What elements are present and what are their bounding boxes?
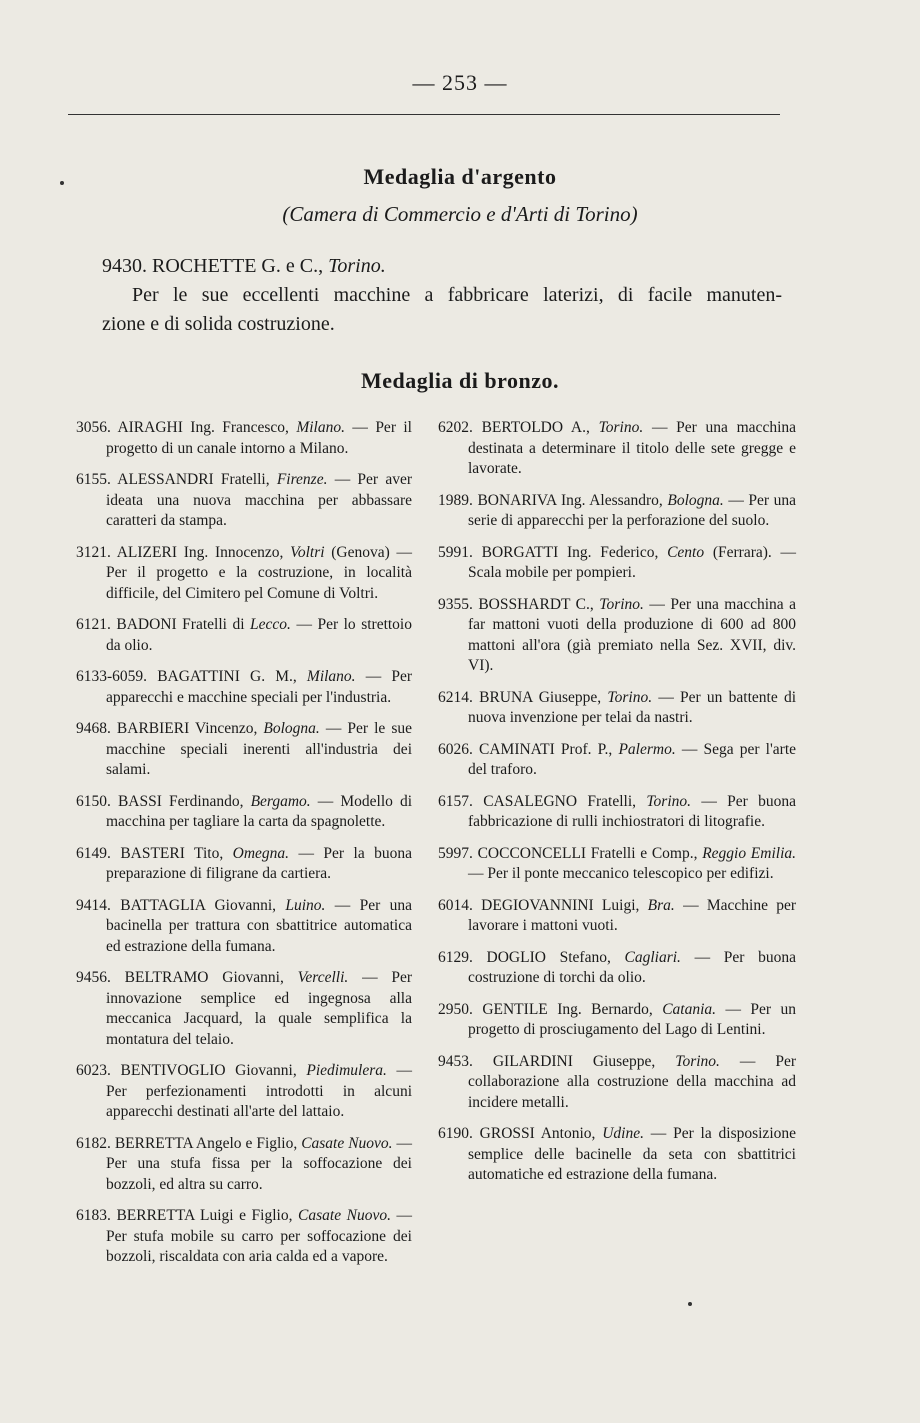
entry-number: 6129.: [438, 948, 473, 966]
entry-description: — Per un progetto di prosciugamento del Lago di Lentini.: [468, 1000, 797, 1038]
page-number: — 253 —: [412, 70, 508, 95]
entry-number: 5991.: [438, 543, 473, 561]
entry-description: — Per una bacinella per trattura con sbattitrice automatica ed estrazione della fumana.: [106, 896, 413, 955]
entry-name: BARBIERI Vincenzo,: [116, 720, 258, 737]
entry-number: 6202.: [438, 419, 473, 436]
entry-number: 6157.: [438, 792, 473, 810]
entry-place: Bologna.: [263, 720, 320, 737]
entry-name: BOSSHARDT C.,: [478, 595, 594, 613]
entry-number: 6155.: [76, 471, 111, 488]
award-entry: [76, 1134, 412, 1196]
entry-description: — Per una macchina destinata a determinare il titolo delle sete gregge e lavorate.: [468, 419, 797, 477]
entry-number: 6190.: [438, 1125, 473, 1142]
award-entry: [438, 948, 796, 989]
entry-place: Catania.: [662, 1000, 717, 1018]
award-entry: [76, 1061, 412, 1123]
entry-number: 9456.: [76, 969, 111, 986]
entry-number: 6133-6059.: [76, 668, 148, 685]
entry-place: Torino.: [675, 1052, 720, 1070]
entry-name: ROCHETTE G. e C.,: [152, 255, 324, 277]
entry-name: COCCONCELLI Fratelli e Comp.,: [477, 844, 698, 862]
silver-entry: [102, 252, 782, 339]
entry-number: 6182.: [76, 1134, 111, 1152]
entry-name: GROSSI Antonio,: [479, 1125, 596, 1142]
entry-number: 2950.: [438, 1000, 473, 1018]
entry-name: CAMINATI Prof. P.,: [479, 740, 613, 758]
entry-description: — Per una serie di apparecchi per la perforazione del suolo.: [468, 491, 797, 529]
entry-description: — Per il progetto di un canale intorno a Milano.: [106, 419, 412, 457]
entry-name: BORGATTI Ing. Federico,: [481, 543, 659, 561]
award-entry: [76, 418, 412, 459]
award-entry: [438, 792, 796, 833]
entry-description: — Per aver ideata una nuova macchina per abbassare caratteri da stampa.: [106, 471, 412, 529]
entry-description: — Per una macchina a far mattoni vuoti della produzione di 600 ad 800 mattoni all'ora (già premiato nella Sez. XVII, div. VI).: [468, 595, 797, 674]
entry-description: — Per le sue macchine speciali inerenti all'industria dei salami.: [106, 720, 412, 778]
award-entry: [76, 667, 412, 708]
entry-number: 6183.: [76, 1207, 111, 1224]
award-entry: [76, 792, 412, 833]
award-entry: [76, 844, 412, 885]
entry-place: Torino.: [598, 419, 644, 436]
entry-name: BERRETTA Luigi e Figlio,: [116, 1207, 293, 1224]
entry-description: — Per apparecchi e macchine speciali per l'industria.: [106, 668, 413, 706]
entry-place: Torino.: [646, 792, 692, 810]
entry-name: GENTILE Ing. Bernardo,: [482, 1000, 653, 1018]
entry-name: CASALEGNO Fratelli,: [483, 792, 637, 810]
entry-place: Piedimulera.: [306, 1062, 387, 1079]
award-entry: [76, 1206, 412, 1268]
entry-text-line-1: Per le sue eccellenti macchine a fabbricare laterizi, di facile manuten-: [132, 284, 782, 306]
entry-description: — Sega per l'arte del traforo.: [468, 740, 797, 778]
entry-description: — Per buona fabbricazione di rulli inchiostratori di litografie.: [468, 792, 797, 830]
silver-medal-heading: Medaglia d'argento: [363, 164, 557, 189]
entry-name: DEGIOVANNINI Luigi,: [481, 896, 640, 914]
award-entry: [76, 896, 412, 958]
entry-place: Torino.: [607, 688, 653, 706]
award-entry: [76, 543, 412, 605]
entry-number: 6121.: [76, 616, 111, 633]
entry-description: — Per perfezionamenti introdotti in alcuni apparecchi destinati all'arte del lattaio.: [106, 1062, 413, 1120]
bronze-left-column: [76, 418, 412, 1279]
silver-medal-subheading: (Camera di Commercio e d'Arti di Torino): [282, 202, 638, 226]
entry-number: 5997.: [438, 844, 473, 862]
entry-number: 9430.: [102, 255, 147, 277]
entry-number: 9414.: [76, 896, 111, 914]
entry-place: Bergamo.: [250, 792, 311, 810]
award-entry: [76, 719, 412, 781]
entry-number: 9355.: [438, 595, 473, 613]
entry-description: — Per stufa mobile su carro per soffocazione dei bozzoli, riscaldata con aria calda ed a vapore.: [106, 1207, 413, 1265]
entry-description: (Genova) — Per il progetto e la costruzione, in località difficile, del Cimitero pel Comune di Voltri.: [106, 543, 413, 602]
entry-name: GILARDINI Giuseppe,: [492, 1052, 656, 1070]
entry-number: 6014.: [438, 896, 473, 914]
entry-name: BASTERI Tito,: [120, 844, 224, 862]
award-entry: [438, 896, 796, 937]
award-entry: [438, 1052, 796, 1114]
entry-number: 6150.: [76, 792, 111, 810]
award-entry: [438, 844, 796, 885]
entry-description: — Modello di macchina per tagliare la carta da spagnolette.: [106, 792, 413, 830]
award-entry: [438, 1124, 796, 1186]
award-entry: [438, 543, 796, 584]
entry-place: Milano.: [306, 668, 356, 685]
entry-name: BENTIVOGLIO Giovanni,: [120, 1062, 297, 1079]
entry-place: Milano.: [296, 419, 345, 436]
award-entry: [438, 418, 796, 480]
entry-place: Bologna.: [667, 491, 724, 509]
entry-name: ALIZERI Ing. Innocenzo,: [116, 543, 284, 561]
entry-place: Lecco.: [250, 616, 291, 633]
entry-description: — Per un battente di nuova invenzione per telai da nastri.: [468, 688, 797, 726]
entry-number: 3121.: [76, 543, 111, 561]
award-entry: [76, 968, 412, 1050]
entry-description: — Per il ponte meccanico telescopico per edifizi.: [468, 865, 774, 882]
entry-place: Omegna.: [232, 844, 290, 862]
award-entry: [438, 491, 796, 532]
entry-name: BAGATTINI G. M.,: [157, 668, 297, 685]
entry-name: BATTAGLIA Giovanni,: [120, 896, 277, 914]
entry-place: Bra.: [647, 896, 675, 914]
entry-name: ALESSANDRI Fratelli,: [117, 471, 270, 488]
entry-place: Firenze.: [276, 471, 328, 488]
entry-place: Voltri: [290, 543, 325, 561]
award-entry: [438, 1000, 796, 1041]
entry-place: Casate Nuovo.: [301, 1134, 393, 1152]
award-entry: [438, 595, 796, 677]
entry-name: BRUNA Giuseppe,: [479, 688, 602, 706]
entry-number: 1989.: [438, 491, 473, 509]
entry-number: 3056.: [76, 419, 111, 436]
entry-place: Reggio Emilia.: [702, 844, 796, 862]
entry-name: AIRAGHI Ing. Francesco,: [117, 419, 289, 436]
entry-place: Cagliari.: [624, 948, 681, 966]
entry-text-line-2: zione e di solida costruzione.: [102, 313, 335, 335]
entry-place: Udine.: [602, 1125, 644, 1142]
entry-place: Palermo.: [618, 740, 676, 758]
bronze-medal-heading: Medaglia di bronzo.: [361, 368, 559, 393]
entry-place: Torino.: [328, 255, 386, 277]
entry-place: Torino.: [599, 595, 644, 613]
speck-mark: [688, 1302, 692, 1306]
award-entry: [76, 470, 412, 532]
speck-mark: [60, 181, 64, 185]
entry-description: — Per collaborazione alla costruzione della macchina ad incidere metalli.: [468, 1052, 797, 1111]
award-entry: [438, 688, 796, 729]
entry-number: 6026.: [438, 740, 473, 758]
entry-name: BELTRAMO Giovanni,: [124, 969, 284, 986]
entry-place: Luino.: [285, 896, 326, 914]
entry-place: Vercelli.: [297, 969, 349, 986]
award-entry: [76, 615, 412, 656]
entry-name: BONARIVA Ing. Alessandro,: [477, 491, 663, 509]
entry-number: 6149.: [76, 844, 111, 862]
entry-name: DOGLIO Stefano,: [486, 948, 611, 966]
entry-description: — Per la disposizione semplice delle bacinelle da seta con sbattitrici automatiche ed estrazione della fumana.: [468, 1125, 796, 1183]
entry-description: — Per innovazione semplice ed ingegnosa alla meccanica Jacquard, la quale semplifica la montatura del telaio.: [106, 969, 413, 1048]
entry-number: 6023.: [76, 1062, 111, 1079]
entry-name: BASSI Ferdinando,: [117, 792, 244, 810]
header-rule: [68, 114, 780, 115]
entry-description: (Ferrara). — Scala mobile per pompieri.: [468, 543, 797, 581]
entry-description: — Per una stufa fissa per la soffocazione dei bozzoli, ed altra su carro.: [106, 1134, 412, 1193]
entry-name: BADONI Fratelli di: [116, 616, 245, 633]
entry-number: 6214.: [438, 688, 473, 706]
entry-number: 9468.: [76, 720, 111, 737]
entry-place: Cento: [667, 543, 705, 561]
entry-description: — Per la buona preparazione di filigrane da cartiera.: [106, 844, 413, 882]
entry-place: Casate Nuovo.: [298, 1207, 391, 1224]
award-entry: [438, 740, 796, 781]
entry-name: BERTOLDO A.,: [481, 419, 590, 436]
entry-description: — Macchine per lavorare i mattoni vuoti.: [468, 896, 797, 934]
bronze-right-column: [438, 418, 796, 1197]
entry-number: 9453.: [438, 1052, 473, 1070]
entry-description: — Per lo strettoio da olio.: [106, 616, 412, 654]
entry-name: BERRETTA Angelo e Figlio,: [114, 1134, 298, 1152]
entry-description: — Per buona costruzione di torchi da olio.: [468, 948, 796, 986]
